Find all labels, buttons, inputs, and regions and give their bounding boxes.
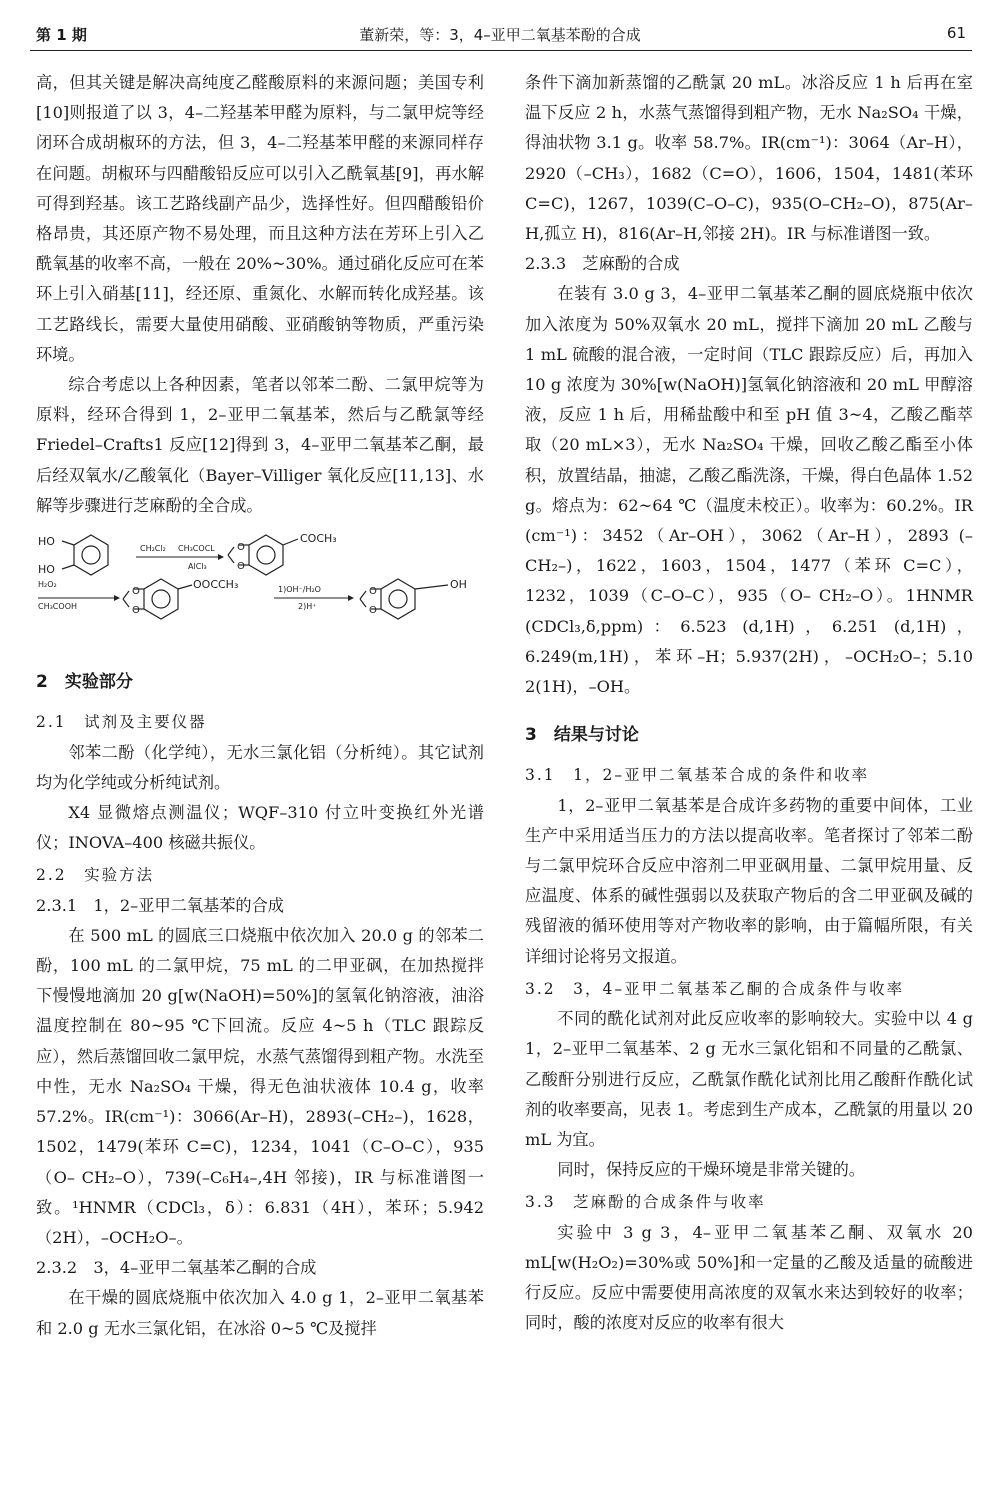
o-label: O xyxy=(237,561,245,573)
arrowhead xyxy=(114,595,120,601)
page-number: 61 xyxy=(946,24,966,42)
o-label: O xyxy=(237,542,245,554)
substituent-label: COCH₃ xyxy=(300,532,337,546)
paragraph: 条件下滴加新蒸馏的乙酰氯 20 mL。冰浴反应 1 h 后再在室温下反应 2 h，水蒸气蒸馏得到粗产物，无水 Na₂SO₄ 干燥，得油状物 3.1 g。收率 58.7%。IR(cm⁻¹)：3064（Ar–H），2920（–CH₃），1682（C=O），1606，1504，1481(苯环 C=C)，1267，1039(C–O–C)，935(O–CH₂–O)，875(Ar–H,孤立 H)，816(Ar–H,邻接 2H)。IR 与标准谱图一致。 xyxy=(525,73,973,244)
paragraph: 实验中 3 g 3，4–亚甲二氧基苯乙酮、双氧水 20 mL[w(H₂O₂)=30%或 50%]和一定量的乙酸及适量的硫酸进行反应。反应中需要使用高浓度的双氧水来达到较好的收率；同时，酸的浓度对反应的收率有很大 xyxy=(525,1222,973,1333)
left-column xyxy=(36,68,484,1344)
paragraph: 同时，保持反应的干燥环境是非常关键的。 xyxy=(557,1160,865,1180)
reagent-label: 2)H⁺ xyxy=(298,602,317,612)
ho-label: HO xyxy=(38,535,55,549)
page-header xyxy=(0,16,1000,50)
reagent-label: CH₃COOH xyxy=(38,602,78,612)
paragraph: 在干燥的圆底烧瓶中依次加入 4.0 g 1，2–亚甲二氧基苯和 2.0 g 无水三氯化铝，在冰浴 0~5 ℃及搅拌 xyxy=(36,1288,484,1338)
reagent-label: AlCl₃ xyxy=(188,562,207,572)
paragraph: 在 500 mL 的圆底三口烧瓶中依次加入 20.0 g 的邻苯二酚，100 mL 的二氯甲烷，75 mL 的二甲亚砜，在加热搅拌下慢慢地滴加 20 g[w(NaOH)=50%]的氢氧化钠溶液，油浴温度控制在 80~95 ℃下回流。反应 4~5 h（TLC 跟踪反应），然后蒸馏回收二氯甲烷，水蒸气蒸馏得到粗产物。水洗至中性，无水 Na₂SO₄ 干燥，得无色油状液体 10.4 g，收率 57.2%。IR(cm⁻¹)：3066(Ar–H)，2893(–CH₂–)，1628，1502，1479(苯环 C=C)，1234，1041（C–O–C），935（O– CH₂–O），739(–C₆H₄–,4H 邻接)，IR 与标准谱图一致。¹HNMR（CDCl₃，δ）：6.831（4H），苯环；5.942（2H），–OCH₂O–。 xyxy=(36,925,484,1247)
o-label: O xyxy=(369,586,377,598)
section-heading: 2 实验部分 xyxy=(36,672,133,693)
catechol-structure xyxy=(62,535,108,575)
running-title: 董新荣，等：3，4–亚甲二氧基苯酚的合成 xyxy=(359,26,641,44)
issue-label: 第 1 期 xyxy=(36,26,87,44)
header-rule xyxy=(30,50,972,51)
paragraph: 不同的酰化试剂对此反应收率的影响较大。实验中以 4 g 1，2–亚甲二氧基苯、2 g 无水三氯化铝和不同量的乙酰氯、乙酸酐分别进行反应，乙酰氯作酰化试剂比用乙酸酐作酰化试剂的收率要高，见表 1。考虑到生产成本，乙酰氯的用量以 20 mL 为宜。 xyxy=(525,1009,973,1149)
reagent-label: H₂O₂ xyxy=(38,580,57,590)
subsection-heading: 3.2 3，4–亚甲二氧基苯乙酮的合成条件与收率 xyxy=(525,979,905,998)
substituent-label: OH xyxy=(450,578,467,592)
subsection-heading: 3.1 1，2–亚甲二氧基苯合成的条件和收率 xyxy=(525,766,870,785)
subsubsection-heading: 2.3.3 芝麻酚的合成 xyxy=(525,254,680,274)
subsubsection-heading: 2.3.2 3，4–亚甲二氧基苯乙酮的合成 xyxy=(36,1258,317,1278)
subsubsection-heading: 2.3.1 1，2–亚甲二氧基苯的合成 xyxy=(36,895,284,915)
right-column xyxy=(525,68,973,1338)
o-label: O xyxy=(369,605,377,617)
paragraph: 邻苯二酚（化学纯），无水三氯化铝（分析纯）。其它试剂均为化学纯或分析纯试剂。 xyxy=(36,742,484,792)
paragraph: 高，但其关键是解决高纯度乙醛酸原料的来源问题；美国专利[10]则报道了以 3，4–二羟基苯甲醛为原料，与二氯甲烷等经闭环合成胡椒环的方法，但 3，4–二羟基苯甲醛的来源同样存在问题。胡椒环与四醋酸铅反应可以引入乙酰氧基[9]，再水解可得到羟基。该工艺路线副产品少，选择性好。但四醋酸铅价格昂贵，其还原产物不易处理，而且这种方法在芳环上引入乙酰氧基的收率不高，一般在 20%~30%。通过硝化反应可在苯环上引入硝基[11]，经还原、重氮化、水解而转化成羟基。该工艺路线长，需要大量使用硝酸、亚硝酸钠等物质，严重污染环境。 xyxy=(36,73,484,364)
o-label: O xyxy=(132,586,140,598)
reagent-label: CH₃COCL xyxy=(178,544,215,554)
paragraph: X4 显微熔点测温仪；WQF–310 付立叶变换红外光谱仪；INOVA–400 核磁共振仪。 xyxy=(36,803,484,853)
o-label: O xyxy=(132,605,140,617)
reagent-label: 1)OH⁻/H₂O xyxy=(278,585,321,595)
paragraph: 在装有 3.0 g 3，4–亚甲二氧基苯乙酮的圆底烧瓶中依次加入浓度为 50%双氧水 20 mL，搅拌下滴加 20 mL 乙酸与 1 mL 硫酸的混合液，一定时间（TLC 跟踪反应）后，再加入 10 g 浓度为 30%[w(NaOH)]氢氧化钠溶液和 20 mL 甲醇溶液，反应 1 h 后，用稀盐酸中和至 pH 值 3~4，乙酸乙酯萃取（20 mL×3），无水 Na₂SO₄ 干燥，回收乙酸乙酯至小体积，放置结晶，抽滤，乙酸乙酯洗涤，干燥，得白色晶体 1.52 g。熔点为：62~64 ℃（温度未校正）。收率为：60.2%。IR (cm⁻¹)：3452（Ar–OH），3062（Ar–H），2893 (–CH₂–)，1622，1603，1504，1477（苯环 C=C），1232，1039（C–O–C），935（O– CH₂–O）。1HNMR (CDCl₃,δ,ppm)：6.523 (d,1H)，6.251 (d,1H)，6.249(m,1H)，苯环–H；5.937(2H)，–OCH₂O–；5.10 2(1H)，–OH。 xyxy=(525,284,973,697)
paragraph: 综合考虑以上各种因素，笔者以邻苯二酚、二氯甲烷等为原料，经环合得到 1，2–亚甲二氧基苯，然后与乙酰氯等经 Friedel–Crafts1 反应[12]得到 3，4–亚甲二氧基苯乙酮，最后经双氧水/乙酸氧化（Bayer–Villiger 氧化反应[11,13]、水解等步骤进行芝麻酚的全合成。 xyxy=(36,375,484,515)
subsection-heading: 2.1 试剂及主要仪器 xyxy=(36,713,207,732)
ho-label: HO xyxy=(38,563,55,577)
reaction-scheme xyxy=(36,527,484,629)
subsection-heading: 3.3 芝麻酚的合成条件与收率 xyxy=(525,1193,766,1212)
arrowhead xyxy=(218,554,224,560)
paragraph: 1，2–亚甲二氧基苯是合成许多药物的重要中间体，工业生产中采用适当压力的方法以提高收率。笔者探讨了邻苯二酚与二氯甲烷环合反应中溶剂二甲亚砜用量、二氯甲烷用量、反应温度、体系的碱性强弱以及获取产物后的含二甲亚砜及碱的残留液的循环使用等对产物收率的影响，由于篇幅所限，有关详细讨论将另文报道。 xyxy=(525,795,973,966)
arrowhead xyxy=(348,595,354,601)
reagent-label: CH₂Cl₂ xyxy=(140,544,166,554)
section-heading: 3 结果与讨论 xyxy=(525,725,639,746)
subsection-heading: 2.2 实验方法 xyxy=(36,866,155,885)
substituent-label: OOCCH₃ xyxy=(193,578,239,592)
